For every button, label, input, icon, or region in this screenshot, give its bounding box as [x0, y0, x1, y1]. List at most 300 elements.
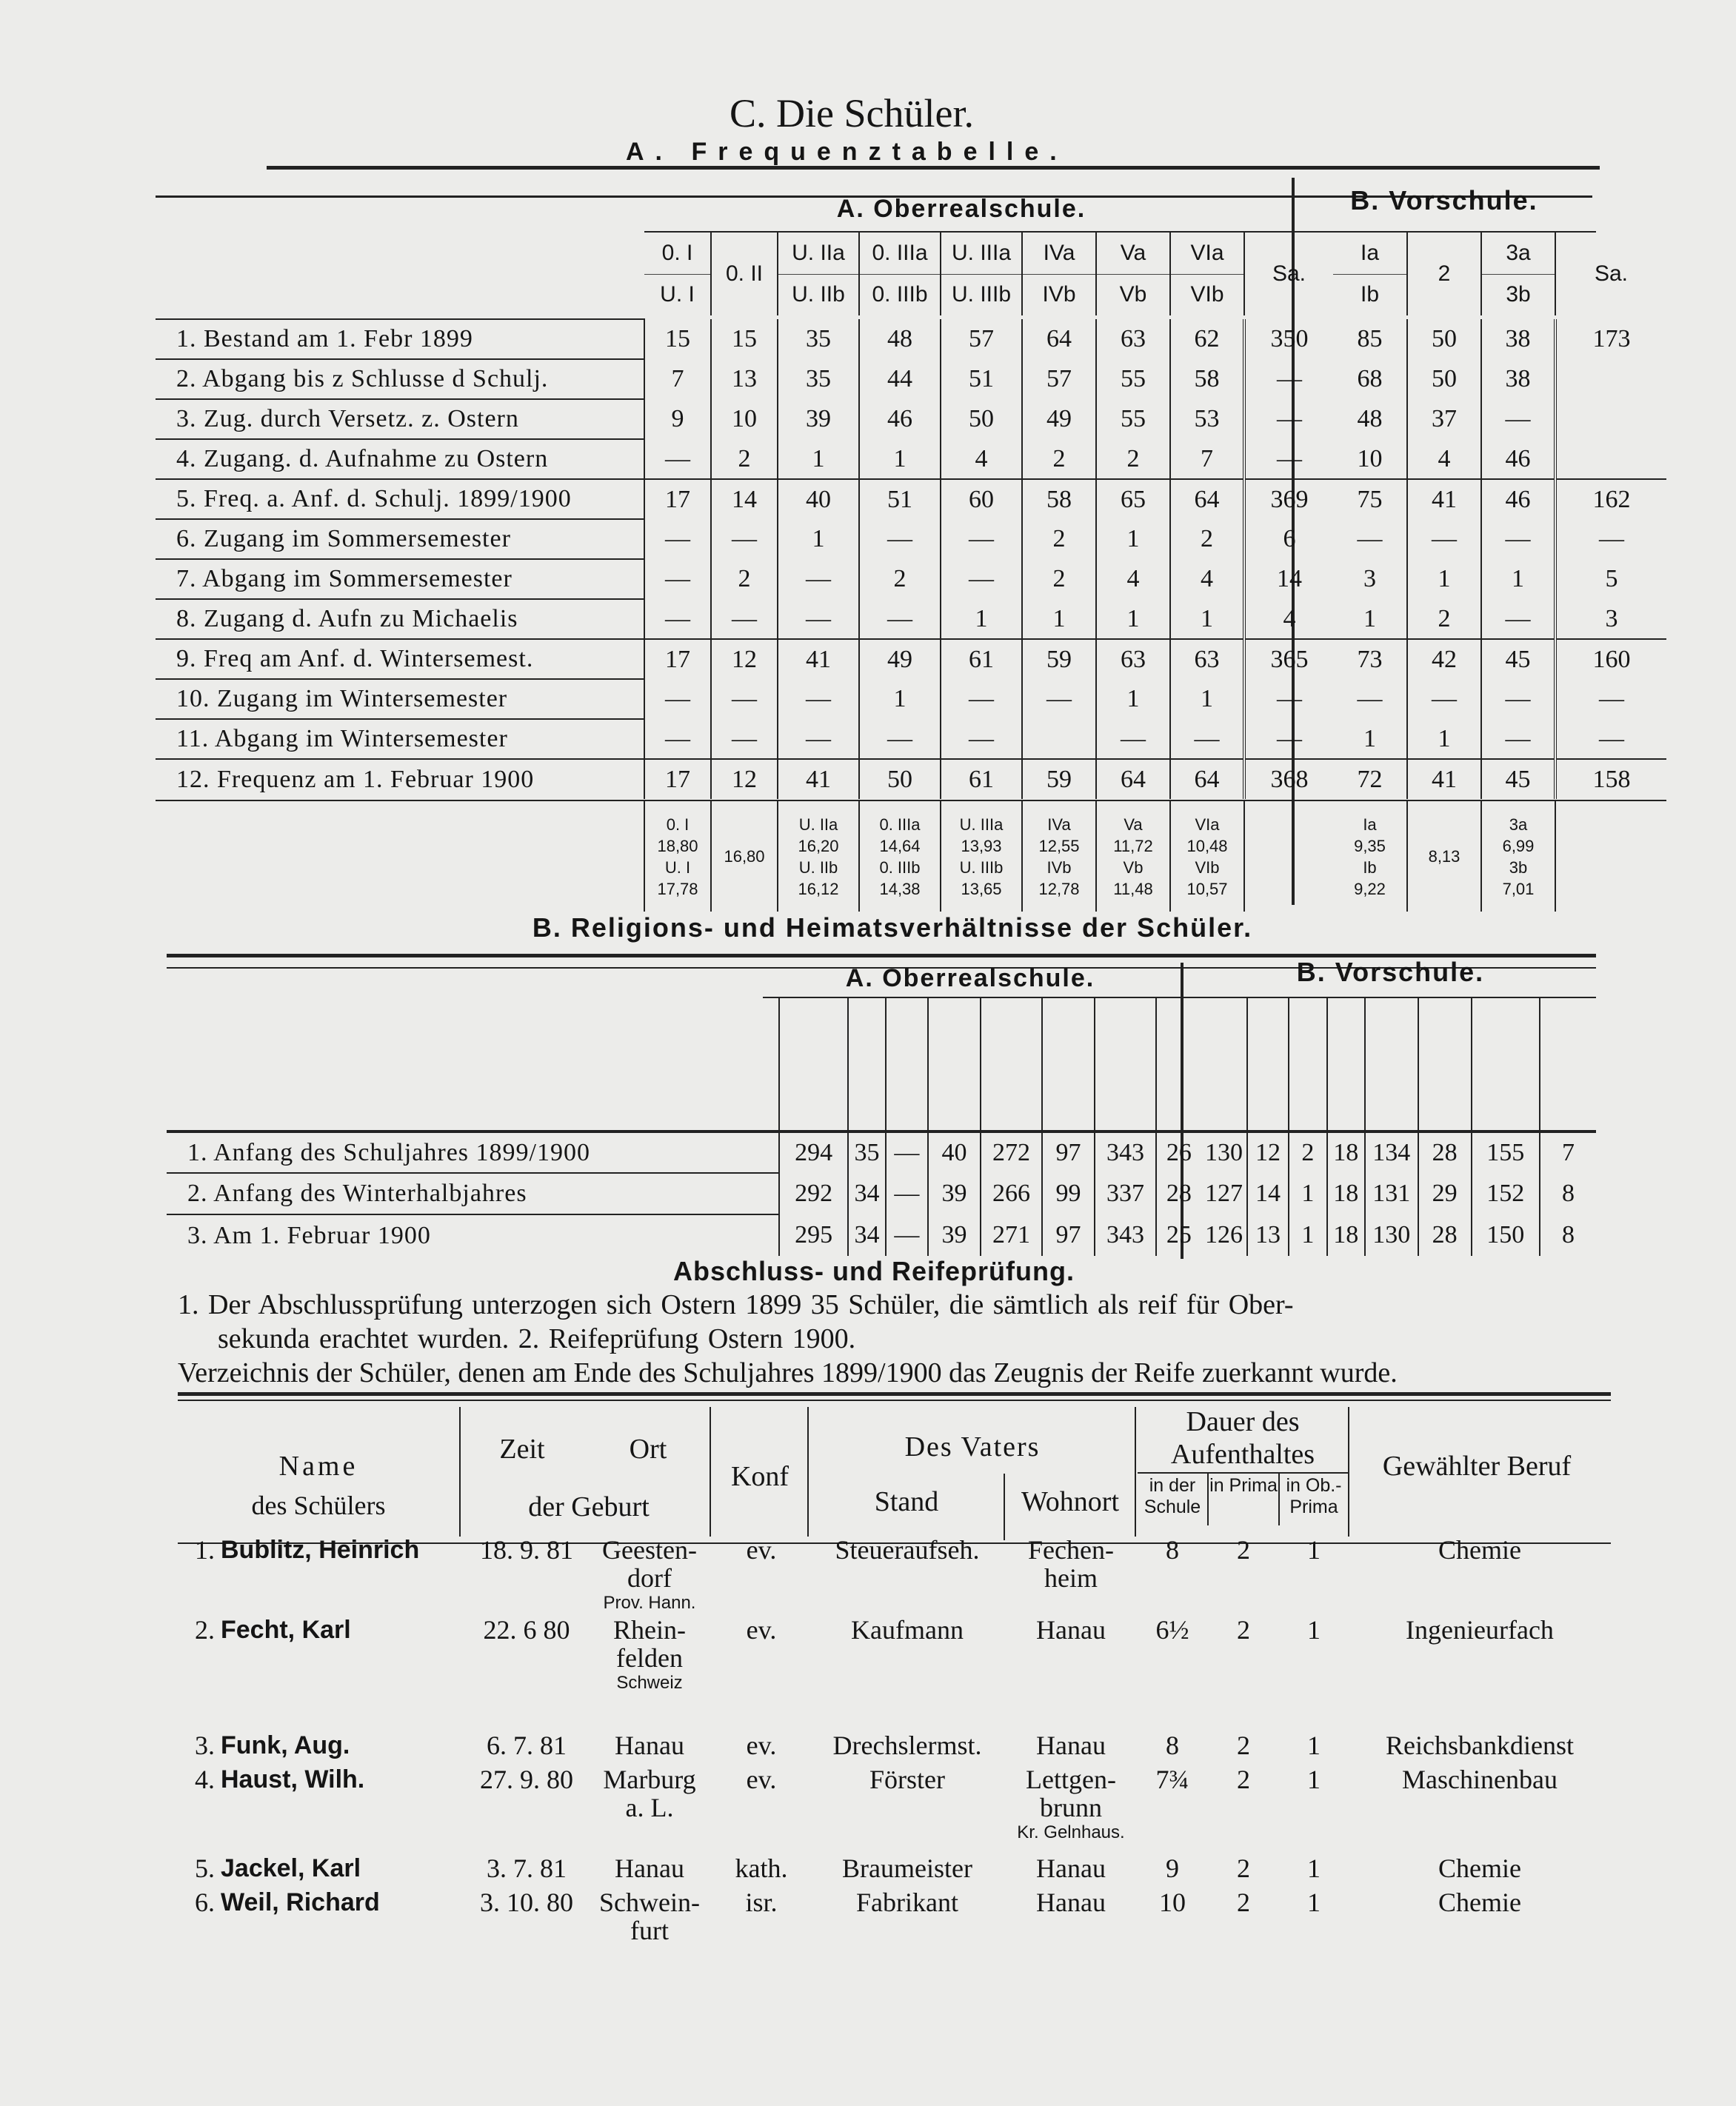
table-cell: — [1481, 679, 1555, 719]
rule [267, 166, 1600, 170]
table-cell: 7 [1540, 1131, 1596, 1173]
column-header [1095, 998, 1155, 1131]
divider [1135, 1407, 1136, 1537]
student-schule: 8 [1166, 1535, 1179, 1565]
student-schule: 10 [1159, 1888, 1186, 1917]
column-header [1327, 998, 1365, 1131]
column-header: Va [1096, 233, 1170, 274]
student-nr: 5. [195, 1853, 215, 1883]
table-cell: 34 [848, 1173, 886, 1214]
col-beruf: Gewählter Beruf [1382, 1451, 1572, 1482]
table-cell: 126 [1204, 1221, 1243, 1248]
student-konf: isr. [745, 1888, 778, 1917]
section-title: C. Die Schüler. [730, 91, 974, 136]
table-cell: 1 [1022, 599, 1096, 639]
table-cell: 50 [859, 759, 941, 799]
student-obprima: 1 [1307, 1765, 1321, 1794]
table-cell: 8 [1540, 1214, 1596, 1256]
average-age-cell: Va 11,72 Vb 11,48 [1096, 800, 1170, 912]
table-cell: 2 [859, 559, 941, 599]
table-cell: 1 [859, 439, 941, 479]
col-vater: Des Vaters [904, 1431, 1041, 1462]
student-konf: kath. [735, 1853, 788, 1883]
table-cell: 2 [1170, 519, 1244, 559]
table-row [167, 1131, 1596, 1173]
religion-table-heading: B. Religions- und Heimatsverhältnisse der Schüler. [532, 912, 1253, 943]
student-beruf: Ingenieurfach [1406, 1615, 1554, 1645]
average-age-cell: 16,80 [711, 800, 778, 912]
table-cell: 1 [1289, 1173, 1326, 1214]
table-cell: 35 [778, 319, 859, 359]
table-row [156, 719, 1666, 759]
table-cell: 127 [1204, 1180, 1243, 1207]
table-cell: 64 [1096, 759, 1170, 799]
table-cell: — [886, 1173, 927, 1214]
table-cell: — [1244, 439, 1333, 479]
table-cell: — [1244, 399, 1333, 439]
table-cell: — [1555, 719, 1666, 759]
student-konf: ev. [746, 1615, 777, 1645]
table-cell: 155 [1472, 1131, 1540, 1173]
table-row [156, 399, 1666, 439]
table-cell: — [1555, 679, 1666, 719]
exam-text-line1: 1. Der Abschlussprüfung unterzogen sich Ostern 1899 35 Schüler, die sämtlich als reif für Ober- [178, 1289, 1294, 1320]
table-cell: 38 [1481, 319, 1555, 359]
column-header [1247, 998, 1289, 1131]
table-cell: 59 [1022, 639, 1096, 679]
table-cell: 17 [644, 759, 711, 799]
header-row [644, 274, 1666, 315]
table-cell: 35 [778, 359, 859, 399]
table-cell: 37 [1407, 399, 1481, 439]
table-cell: 1 [1481, 559, 1555, 599]
column-header: Ia [1333, 233, 1407, 274]
table-cell: — [1244, 359, 1333, 399]
col-zeit: Zeit [499, 1434, 545, 1465]
row-label: 3. Am 1. Februar 1900 [167, 1214, 779, 1256]
table-cell: 1 [1096, 519, 1170, 559]
table-cell: 59 [1022, 759, 1096, 799]
table-cell: — [1555, 519, 1666, 559]
row-label: 5. Freq. a. Anf. d. Schulj. 1899/1900 [156, 479, 644, 519]
table-cell: 272 [981, 1131, 1041, 1173]
table-cell: 64 [1170, 479, 1244, 519]
student-ort [587, 1616, 712, 1694]
table-cell: 50 [1407, 359, 1481, 399]
student-zeit: 3. 7. 81 [487, 1853, 567, 1883]
table-cell: 39 [778, 399, 859, 439]
rule [1138, 1472, 1348, 1474]
table-row [156, 599, 1666, 639]
text-line: Lettgen- [1026, 1765, 1116, 1794]
table-cell: 337 [1095, 1173, 1155, 1214]
column-header: 3a [1481, 233, 1555, 274]
table-cell: 25 [1156, 1214, 1202, 1256]
table-cell: 10 [711, 399, 778, 439]
table-cell: — [1481, 519, 1555, 559]
student-schule: 7¾ [1155, 1765, 1189, 1794]
student-ort [587, 1536, 712, 1614]
table-cell: 50 [1407, 319, 1481, 359]
table-cell: 40 [928, 1131, 981, 1173]
student-obprima: 1 [1307, 1731, 1321, 1760]
table-cell: 63 [1096, 319, 1170, 359]
table-cell: 350 [1244, 319, 1333, 359]
student-zeit: 3. 10. 80 [480, 1888, 573, 1917]
table-cell: 4 [941, 439, 1022, 479]
student-wohnort: Hanau [1036, 1731, 1106, 1760]
column-header [981, 998, 1041, 1131]
table-cell [1022, 719, 1096, 759]
table-cell: 2 [711, 559, 778, 599]
student-zeit: 22. 6 80 [483, 1615, 570, 1645]
table-cell: 1 [1096, 599, 1170, 639]
table-cell: 369 [1244, 479, 1333, 519]
table-cell: 46 [1481, 439, 1555, 479]
student-stand: Steueraufseh. [835, 1535, 980, 1565]
table-cell: 1 [1363, 724, 1376, 752]
column-header: 2 [1407, 233, 1481, 315]
table-cell: 1 [941, 599, 1022, 639]
table-cell: 173 [1555, 319, 1666, 359]
table-cell: — [859, 599, 941, 639]
blank-header [167, 998, 779, 1131]
student-name: Fecht, Karl [221, 1616, 351, 1644]
table-cell: 41 [778, 759, 859, 799]
table-cell: — [778, 559, 859, 599]
column-header [1418, 998, 1472, 1131]
student-konf: ev. [746, 1731, 777, 1760]
row-label: 10. Zugang im Wintersemester [156, 679, 644, 719]
average-age-cell [1244, 800, 1333, 912]
column-header: 0. IIIa [859, 233, 941, 274]
column-header: 0. IIIb [859, 274, 941, 315]
student-obprima: 1 [1307, 1888, 1321, 1917]
col-geburt: der Geburt [528, 1491, 650, 1522]
table-cell: 44 [859, 359, 941, 399]
table-cell: 46 [1481, 479, 1555, 519]
student-wohnort [1006, 1765, 1136, 1844]
table-cell: 1 [1289, 1214, 1326, 1256]
student-beruf: Chemie [1438, 1888, 1521, 1917]
table-cell: — [1096, 719, 1170, 759]
column-header: Sa. [1555, 233, 1666, 315]
table-cell: — [941, 679, 1022, 719]
col-ort: Ort [629, 1434, 667, 1465]
student-zeit: 27. 9. 80 [480, 1765, 573, 1794]
row-label: 9. Freq am Anf. d. Wintersemest. [156, 639, 644, 679]
table-cell: — [778, 679, 859, 719]
table-cell: 61 [941, 639, 1022, 679]
column-header: U. IIb [778, 274, 859, 315]
table-row [156, 439, 1666, 479]
table-cell: 130 [1365, 1214, 1418, 1256]
student-nr: 3. [195, 1731, 215, 1760]
table-cell: — [644, 559, 711, 599]
student-stand: Braumeister [842, 1853, 972, 1883]
table-cell: 365 [1244, 639, 1333, 679]
table-cell [1555, 439, 1666, 479]
table-cell: — [1481, 399, 1555, 439]
average-age-cell: VIa 10,48 VIb 10,57 [1170, 800, 1244, 912]
table-cell: — [778, 599, 859, 639]
table-cell: 15 [644, 319, 711, 359]
frequency-table [156, 318, 1666, 799]
religion-group-b-heading: B. Vorschule. [1296, 957, 1485, 987]
table-cell: — [711, 519, 778, 559]
col-dauer: Dauer des [1186, 1406, 1300, 1437]
table-cell: — [1481, 719, 1555, 759]
table-cell: 1 [1407, 719, 1481, 759]
table-cell: 131 [1365, 1173, 1418, 1214]
religion-group-a-heading: A. Oberrealschule. [845, 964, 1095, 992]
student-wohnort: Hanau [1036, 1615, 1106, 1645]
student-schule: 8 [1166, 1731, 1179, 1760]
table-cell: 17 [644, 479, 711, 519]
student-stand: Förster [869, 1765, 945, 1794]
rule [178, 1392, 1611, 1396]
table-cell: 14 [1244, 559, 1333, 599]
table-cell: 72 [1333, 759, 1407, 799]
table-cell: 39 [928, 1173, 981, 1214]
table-cell: 1 [1407, 559, 1481, 599]
student-stand: Fabrikant [856, 1888, 958, 1917]
row-label: 8. Zugang d. Aufn zu Michaelis [156, 599, 644, 639]
col-aufenthaltes: Aufenthaltes [1170, 1439, 1315, 1470]
student-ort: Schwein- furt [599, 1888, 700, 1945]
table-cell: 28 [1418, 1131, 1472, 1173]
column-header: Vb [1096, 274, 1170, 315]
divider [807, 1407, 809, 1537]
table-cell: 51 [859, 479, 941, 519]
table-cell [1555, 399, 1666, 439]
average-age-cell: 3a 6,99 3b 7,01 [1481, 800, 1555, 912]
table-cell: 2 [1022, 559, 1096, 599]
table-cell: 2 [1022, 439, 1096, 479]
table-cell: 13 [711, 359, 778, 399]
table-cell: — [644, 519, 711, 559]
table-cell: 57 [1022, 359, 1096, 399]
table-cell: 51 [941, 359, 1022, 399]
col-stand: Stand [874, 1486, 939, 1517]
column-header: U. IIIa [941, 233, 1022, 274]
table-cell: 4 [1407, 439, 1481, 479]
table-cell: 1 [1170, 599, 1244, 639]
table-cell: — [1357, 525, 1383, 552]
column-header [1540, 998, 1596, 1131]
table-cell: — [941, 719, 1022, 759]
text-line: felden [616, 1643, 683, 1673]
table-cell: 152 [1472, 1173, 1540, 1214]
table-cell: 58 [1022, 479, 1096, 519]
student-beruf: Maschinenbau [1402, 1765, 1558, 1794]
religion-table [167, 998, 1596, 1256]
table-cell: 63 [1096, 639, 1170, 679]
table-cell: — [644, 439, 711, 479]
table-cell: 40 [778, 479, 859, 519]
table-cell: 14 [1247, 1173, 1289, 1214]
divider [1004, 1474, 1005, 1540]
student-konf: ev. [746, 1535, 777, 1565]
table-cell: — [1357, 685, 1383, 712]
table-cell: 58 [1170, 359, 1244, 399]
table-cell: 64 [1022, 319, 1096, 359]
table-cell: 368 [1244, 759, 1333, 799]
table-row [156, 319, 1666, 359]
student-nr: 6. [195, 1888, 215, 1917]
table-cell: — [644, 599, 711, 639]
table-cell: — [711, 679, 778, 719]
column-header: VIa [1170, 233, 1244, 274]
student-stand: Drechslermst. [832, 1731, 982, 1760]
table-cell: 7 [644, 359, 711, 399]
table-cell: 2 [1289, 1131, 1326, 1173]
student-obprima: 1 [1307, 1853, 1321, 1883]
table-cell: 35 [848, 1131, 886, 1173]
table-cell: — [1244, 719, 1333, 759]
exam-heading: Abschluss- und Reifeprüfung. [672, 1256, 1075, 1286]
table-cell: 18 [1327, 1131, 1365, 1173]
average-age-cell: 0. IIIa 14,64 0. IIIb 14,38 [859, 800, 941, 912]
column-header: IVb [1022, 274, 1096, 315]
row-label: 11. Abgang im Wintersemester [156, 719, 644, 759]
table-cell: 8 [1540, 1173, 1596, 1214]
row-label: 2. Abgang bis z Schlusse d Schulj. [156, 359, 644, 399]
student-stand: Kaufmann [851, 1615, 964, 1645]
divider [1348, 1407, 1349, 1537]
table-cell: — [859, 719, 941, 759]
table-cell: 343 [1095, 1131, 1155, 1173]
table-cell: 41 [778, 639, 859, 679]
table-cell: 55 [1096, 399, 1170, 439]
column-header [886, 998, 927, 1131]
table-cell: — [778, 719, 859, 759]
table-cell: 2 [1407, 599, 1481, 639]
table-cell: 46 [859, 399, 941, 439]
table-cell: 1 [1363, 604, 1376, 632]
column-header: 0. I [644, 233, 711, 274]
text-line: Geesten- [602, 1535, 697, 1565]
table-cell: 9 [644, 399, 711, 439]
group-a-heading: A. Oberrealschule. [836, 195, 1086, 223]
table-cell: 62 [1170, 319, 1244, 359]
divider [459, 1407, 461, 1537]
student-prima: 2 [1237, 1888, 1250, 1917]
student-prima: 2 [1237, 1765, 1250, 1794]
text-line: Prov. Hann. [603, 1593, 696, 1613]
table-cell: 7 [1170, 439, 1244, 479]
student-name: Weil, Richard [221, 1888, 380, 1916]
table-row [167, 1214, 1596, 1256]
row-label: 6. Zugang im Sommersemester [156, 519, 644, 559]
student-name: Bublitz, Heinrich [221, 1536, 420, 1564]
row-label: 1. Bestand am 1. Febr 1899 [156, 319, 644, 359]
column-header [848, 998, 886, 1131]
exam-text-line2: sekunda erachtet wurden. 2. Reifeprüfung Ostern 1900. [218, 1323, 856, 1354]
table-cell: 48 [1357, 405, 1383, 432]
table-cell: 85 [1357, 325, 1383, 352]
table-cell: 26 [1156, 1131, 1202, 1173]
table-row [167, 1173, 1596, 1214]
table-cell: — [859, 519, 941, 559]
table-row [156, 479, 1666, 519]
header-row [644, 233, 1666, 274]
student-ort: Hanau [615, 1731, 684, 1760]
row-label: 4. Zugang. d. Aufnahme zu Ostern [156, 439, 644, 479]
table-cell: 271 [981, 1214, 1041, 1256]
student-name: Funk, Aug. [221, 1731, 350, 1759]
table-cell: 4 [1170, 559, 1244, 599]
table-cell: 2 [711, 439, 778, 479]
table-cell [1555, 359, 1666, 399]
table-cell: 28 [1418, 1214, 1472, 1256]
table-cell: 5 [1555, 559, 1666, 599]
student-schule: 6½ [1155, 1615, 1189, 1645]
table-cell: 13 [1247, 1214, 1289, 1256]
average-age-cell: U. IIa 16,20 U. IIb 16,12 [778, 800, 859, 912]
frequency-table-header [644, 233, 1666, 315]
column-header [928, 998, 981, 1131]
row-label: 12. Frequenz am 1. Februar 1900 [156, 759, 644, 799]
table-cell: 75 [1333, 479, 1407, 519]
column-header [1042, 998, 1095, 1131]
column-header [779, 998, 847, 1131]
table-cell: 160 [1555, 639, 1666, 679]
column-header: U. I [660, 282, 695, 307]
average-age-cell: Ia 9,35 Ib 9,22 [1333, 800, 1407, 912]
table-cell: — [1481, 599, 1555, 639]
table-cell: 42 [1407, 639, 1481, 679]
exam-text-line3: Verzeichnis der Schüler, denen am Ende des Schuljahres 1899/1900 das Zeugnis der Reife zuerkannt wurde. [178, 1357, 1398, 1388]
table-cell: — [1407, 519, 1481, 559]
text-line: Schweiz [616, 1673, 683, 1693]
table-cell: 1 [778, 519, 859, 559]
student-beruf: Chemie [1438, 1853, 1521, 1883]
table-cell: 343 [1095, 1214, 1155, 1256]
average-age-cell: U. IIIa 13,93 U. IIIb 13,65 [941, 800, 1022, 912]
column-header [1472, 998, 1540, 1131]
table-cell: 60 [941, 479, 1022, 519]
student-obprima: 1 [1307, 1535, 1321, 1565]
student-konf: ev. [746, 1765, 777, 1794]
column-header [1365, 998, 1418, 1131]
row-label: 1. Anfang des Schuljahres 1899/1900 [167, 1131, 779, 1173]
column-header: Ib [1360, 282, 1380, 307]
table-cell: 53 [1170, 399, 1244, 439]
average-age-cell: 8,13 [1407, 800, 1481, 912]
student-name: Jackel, Karl [221, 1854, 361, 1882]
text-line: dorf [627, 1563, 672, 1593]
student-nr: 1. [195, 1535, 215, 1565]
column-header: Sa. [1244, 233, 1333, 315]
table-cell: — [1022, 679, 1096, 719]
table-cell: 12 [711, 759, 778, 799]
table-cell: 2 [1096, 439, 1170, 479]
table-cell: 130 [1201, 1131, 1247, 1173]
table-cell: 45 [1481, 759, 1555, 799]
row-label: 7. Abgang im Sommersemester [156, 559, 644, 599]
frequency-table-heading: A. Frequenztabelle. [626, 138, 1068, 166]
table-cell: 34 [848, 1214, 886, 1256]
column-header: 3b [1481, 274, 1555, 315]
group-b-heading: B. Vorschule. [1350, 185, 1538, 215]
table-cell: 1 [1096, 679, 1170, 719]
table-cell: 150 [1472, 1214, 1540, 1256]
table-cell: 41 [1407, 759, 1481, 799]
text-line: Kr. Gelnhaus. [1017, 1822, 1125, 1842]
average-age-cell [1555, 800, 1666, 912]
col-name: Name [278, 1451, 358, 1482]
